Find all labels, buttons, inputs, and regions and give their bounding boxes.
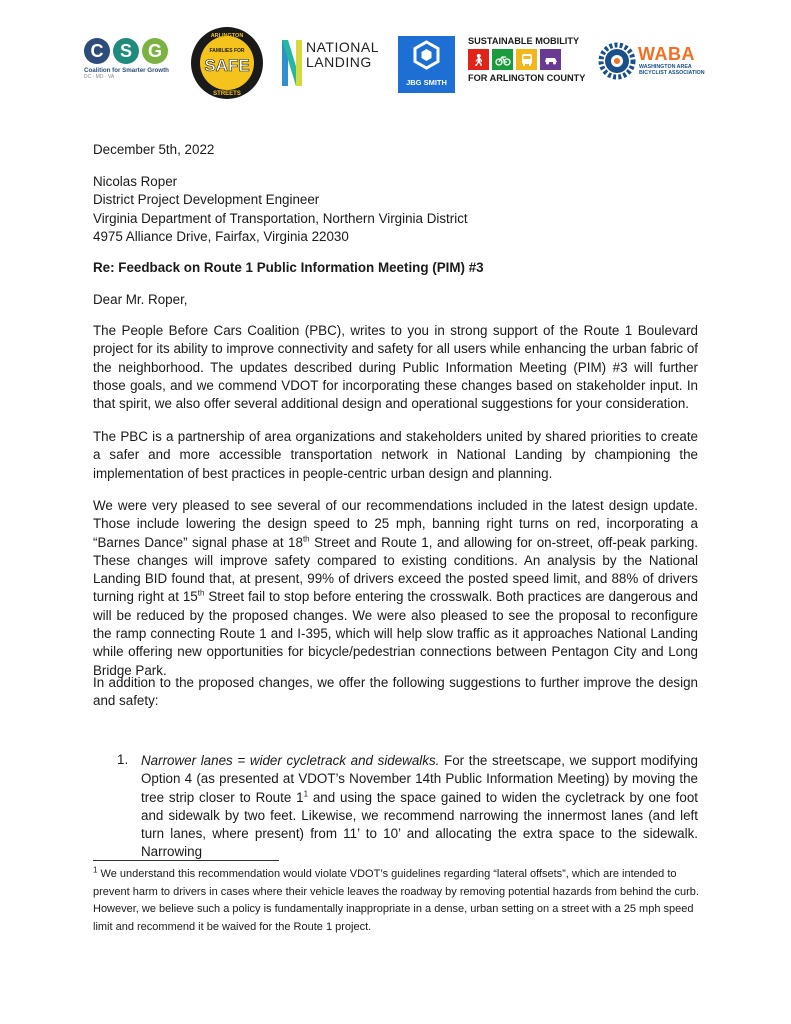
national-landing-n-icon bbox=[280, 38, 304, 88]
waba-gear-icon bbox=[598, 42, 636, 80]
letter-subject: Re: Feedback on Route 1 Public Information Meeting (PIM) #3 bbox=[93, 260, 484, 275]
letter-date: December 5th, 2022 bbox=[93, 142, 215, 157]
sustainable-mobility-logo bbox=[468, 36, 586, 96]
jbg-label: JBG SMITH bbox=[406, 78, 447, 87]
list-item-number: 1. bbox=[117, 752, 129, 767]
sm-bottom-text: FOR ARLINGTON COUNTY bbox=[468, 73, 586, 83]
paragraph-4: In addition to the proposed changes, we offer the following suggestions to further improve the design and safety: bbox=[93, 675, 698, 709]
list-item-1 bbox=[141, 752, 698, 862]
csg-letter-c: C bbox=[84, 38, 110, 64]
paragraph-1: The People Before Cars Coalition (PBC), writes to you in strong support of the Route 1 Boulevard project for its ability to improve connectivity and safety for all users while enhancing the urban fabric of the neighborhood. The updates described during Public Information Meeting (PIM) #3 will further those goals, and we commend VDOT for incorporating these changes based on stakeholder input. In that spirit, we also offer several additional design and operational suggestions for your consideration. bbox=[93, 323, 698, 412]
p3-sup-1: th bbox=[302, 534, 310, 544]
bike-icon bbox=[492, 49, 513, 70]
footnote-divider bbox=[93, 860, 279, 861]
recipient-block bbox=[93, 173, 698, 246]
p3-sup-2: th bbox=[197, 589, 205, 599]
paragraph-3 bbox=[93, 497, 698, 680]
bus-icon bbox=[516, 49, 537, 70]
footnote-text: We understand this recommendation would violate VDOT’s guidelines regarding “lateral offsets”, which are intended to prevent harm to drivers in cases where their vehicle leaves the roadway by removing potential hazards from behind the curb. However, we believe such a policy is fundamentally inappropriate in a dense, urban setting on a street with a 25 mph speed limit and recommend it be waived for the Route 1 project. bbox=[93, 868, 699, 933]
csg-logo bbox=[84, 38, 176, 94]
p3-part-c: Street fail to stop before entering the crosswalk. Both practices are dangerous and will be reduced by the proposed changes. We were also pleased to see the proposal to reconfigure the ramp connecting Route 1 and I-395, which will help slow traffic as it approaches National Landing while offering new opportunities for bicycle/pedestrian connections between Pentagon City and Long Bridge Park. bbox=[93, 589, 698, 678]
csg-region: DC · MD · VA bbox=[84, 74, 115, 80]
salutation: Dear Mr. Roper, bbox=[93, 292, 188, 307]
recipient-title: District Project Development Engineer bbox=[93, 192, 320, 208]
recipient-name: Nicolas Roper bbox=[93, 174, 178, 189]
safe-bottom-text: STREETS bbox=[213, 91, 241, 97]
p3-part-b: Street and Route 1, and allowing for on-street, off-peak parking. These changes will improve safety compared to existing conditions. An analysis by the National Landing BID found that, at present, 99% of drivers exceed the posted speed limit, and 88% of drivers turning right at 15 bbox=[93, 534, 698, 605]
list-item-1-part-b: and using the space gained to widen the cycletrack by one foot and sidewalk by two feet. Likewise, we recommend narrowing the innermost lanes (and left turn lanes, where present) from 11’ to 10’ and allocating the extra space to the sidewalk. Narrowing bbox=[141, 789, 698, 860]
safe-word: SAFE bbox=[204, 56, 250, 75]
csg-tagline: Coalition for Smarter Growth bbox=[84, 67, 169, 74]
national-landing-logo bbox=[280, 38, 380, 88]
safe-left-text: FAMILIES FOR bbox=[209, 48, 245, 54]
walk-icon: 🚶︎ bbox=[468, 49, 489, 70]
jbg-smith-logo bbox=[398, 36, 455, 93]
footnote-ref-1: 1 bbox=[303, 789, 309, 799]
list-item-1-part-a: For the streetscape, we support modifying Option 4 (as presented at VDOT’s November 14th Public Information Meeting) by moving the tree strip closer to Route 1 bbox=[141, 753, 698, 805]
footnote-number: 1 bbox=[93, 865, 98, 875]
safe-streets-badge-icon bbox=[190, 26, 264, 100]
list-item-1-title: Narrower lanes = wider cycletrack and sidewalks. bbox=[141, 753, 440, 768]
csg-letter-g: G bbox=[142, 38, 168, 64]
national-landing-line1: NATIONAL bbox=[306, 39, 379, 55]
car-share-icon bbox=[540, 49, 561, 70]
waba-name: WABA bbox=[638, 44, 695, 64]
waba-sub1: WASHINGTON AREA bbox=[639, 64, 692, 70]
national-landing-line2: LANDING bbox=[306, 54, 372, 70]
safe-top-text: ARLINGTON bbox=[210, 33, 244, 39]
jbg-hexagon-icon bbox=[398, 36, 455, 76]
sm-top-text: SUSTAINABLE MOBILITY bbox=[468, 36, 580, 46]
waba-logo bbox=[598, 42, 728, 88]
p3-part-a: We were very pleased to see several of our recommendations included in the latest design update. Those include lowering the design speed to 25 mph, banning right turns on red, incorporating a “Barnes Dance” signal phase at 18 bbox=[93, 498, 698, 550]
waba-sub2: BICYCLIST ASSOCIATION bbox=[639, 70, 705, 76]
recipient-org: Virginia Department of Transportation, Northern Virginia District bbox=[93, 210, 468, 226]
csg-letter-s: S bbox=[113, 38, 139, 64]
recipient-address: 4975 Alliance Drive, Fairfax, Virginia 22030 bbox=[93, 228, 349, 244]
logo-strip bbox=[70, 24, 730, 104]
footnote-1 bbox=[93, 866, 703, 936]
safe-streets-logo bbox=[190, 26, 264, 100]
waba-subtitle bbox=[639, 64, 705, 76]
paragraph-2: The PBC is a partnership of area organizations and stakeholders united by shared priorities to create a safer and more accessible transportation network in National Landing by championing the implementation of best practices in people-centric urban design and planning. bbox=[93, 429, 698, 481]
